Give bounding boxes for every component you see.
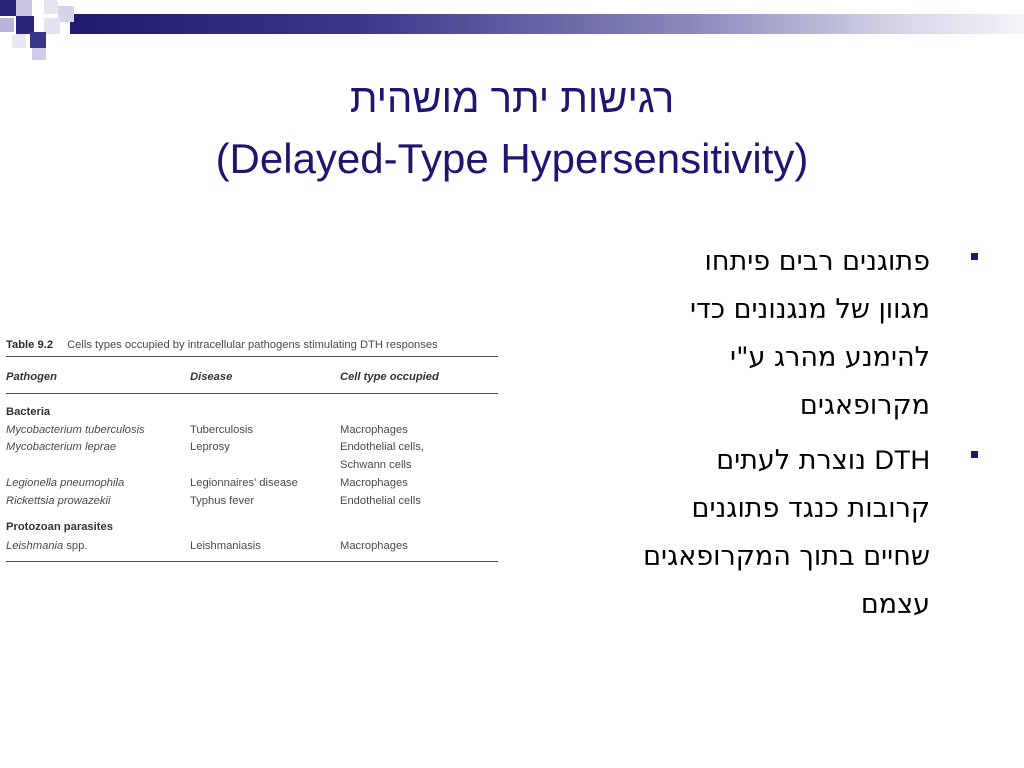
- bullet-text: [538, 436, 930, 629]
- deco-square: [16, 0, 32, 16]
- table-cell-cell-type: Endothelial cells,: [340, 441, 424, 453]
- column-header-pathogen: Pathogen: [6, 371, 57, 383]
- slide-title-hebrew: רגישות יתר מושהית: [349, 77, 675, 121]
- deco-square: [44, 18, 60, 34]
- table-header-rule: [6, 393, 498, 394]
- table-cell-pathogen: Legionella pneumophila: [6, 477, 125, 489]
- slide-title-english: (Delayed-Type Hypersensitivity): [215, 135, 809, 182]
- table-cell-disease: Legionnaires' disease: [190, 477, 298, 489]
- table-cell-pathogen: Mycobacterium tuberculosis: [6, 424, 145, 436]
- square-bullet-icon: [971, 451, 978, 458]
- table-cell-cell-type: Endothelial cells: [340, 495, 421, 507]
- pathogen-genus: Leishmania: [6, 540, 64, 552]
- deco-square: [44, 0, 58, 14]
- table-cell-cell-type: Macrophages: [340, 424, 408, 436]
- table-cell-disease: Tuberculosis: [190, 424, 254, 436]
- table-cell-disease: Leishmaniasis: [190, 540, 261, 552]
- table-cell-pathogen: Rickettsia prowazekii: [6, 495, 111, 507]
- deco-square: [0, 18, 14, 32]
- table-caption: [6, 339, 438, 351]
- dth-abbreviation: DTH: [874, 445, 930, 475]
- table-top-rule: [6, 356, 498, 357]
- bullet-line-rest: נוצרת לעתים: [716, 445, 875, 476]
- table-bottom-rule: [6, 561, 498, 562]
- bullet-list: [538, 238, 978, 635]
- bullet-line: עצמם: [860, 589, 930, 620]
- bullet-line: מקרופאגים: [799, 390, 930, 421]
- group-label-protozoa: Protozoan parasites: [6, 521, 113, 533]
- deco-square: [30, 32, 46, 48]
- deco-square: [0, 0, 16, 16]
- group-label-bacteria: Bacteria: [6, 406, 51, 418]
- bullet-line: להימנע מהרג ע"י: [730, 342, 930, 373]
- deco-square: [12, 34, 26, 48]
- table-cell-cell-type: Macrophages: [340, 540, 408, 552]
- table-cell-cell-type: Schwann cells: [340, 459, 412, 471]
- column-header-cell-type: Cell type occupied: [340, 371, 439, 383]
- bullet-item: [538, 238, 978, 430]
- header-gradient-bar: [70, 14, 1024, 34]
- table-cell-disease: Leprosy: [190, 441, 230, 453]
- bullet-line: [538, 436, 930, 485]
- deco-square: [32, 48, 46, 60]
- bullet-line: קרובות כנגד פתוגנים: [691, 493, 930, 524]
- table-cell-pathogen: Mycobacterium leprae: [6, 441, 117, 453]
- table-label: Table 9.2: [6, 339, 54, 351]
- column-header-disease: Disease: [190, 371, 233, 383]
- table-cell-pathogen: [6, 539, 87, 553]
- table-cell-disease: Typhus fever: [190, 495, 255, 507]
- bullet-text: [538, 238, 930, 430]
- bullet-line: שחיים בתוך המקרופאגים: [643, 541, 930, 572]
- pathogen-spp-suffix: spp.: [63, 540, 88, 552]
- square-bullet-icon: [971, 253, 978, 260]
- bullet-item: [538, 436, 978, 629]
- table-caption-text: Cells types occupied by intracellular pathogens stimulating DTH responses: [67, 339, 438, 351]
- table-cell-cell-type: Macrophages: [340, 477, 408, 489]
- bullet-line: פתוגנים רבים פיתחו: [704, 246, 930, 277]
- bullet-line: מגוון של מנגנונים כדי: [689, 294, 930, 325]
- deco-square: [58, 6, 74, 22]
